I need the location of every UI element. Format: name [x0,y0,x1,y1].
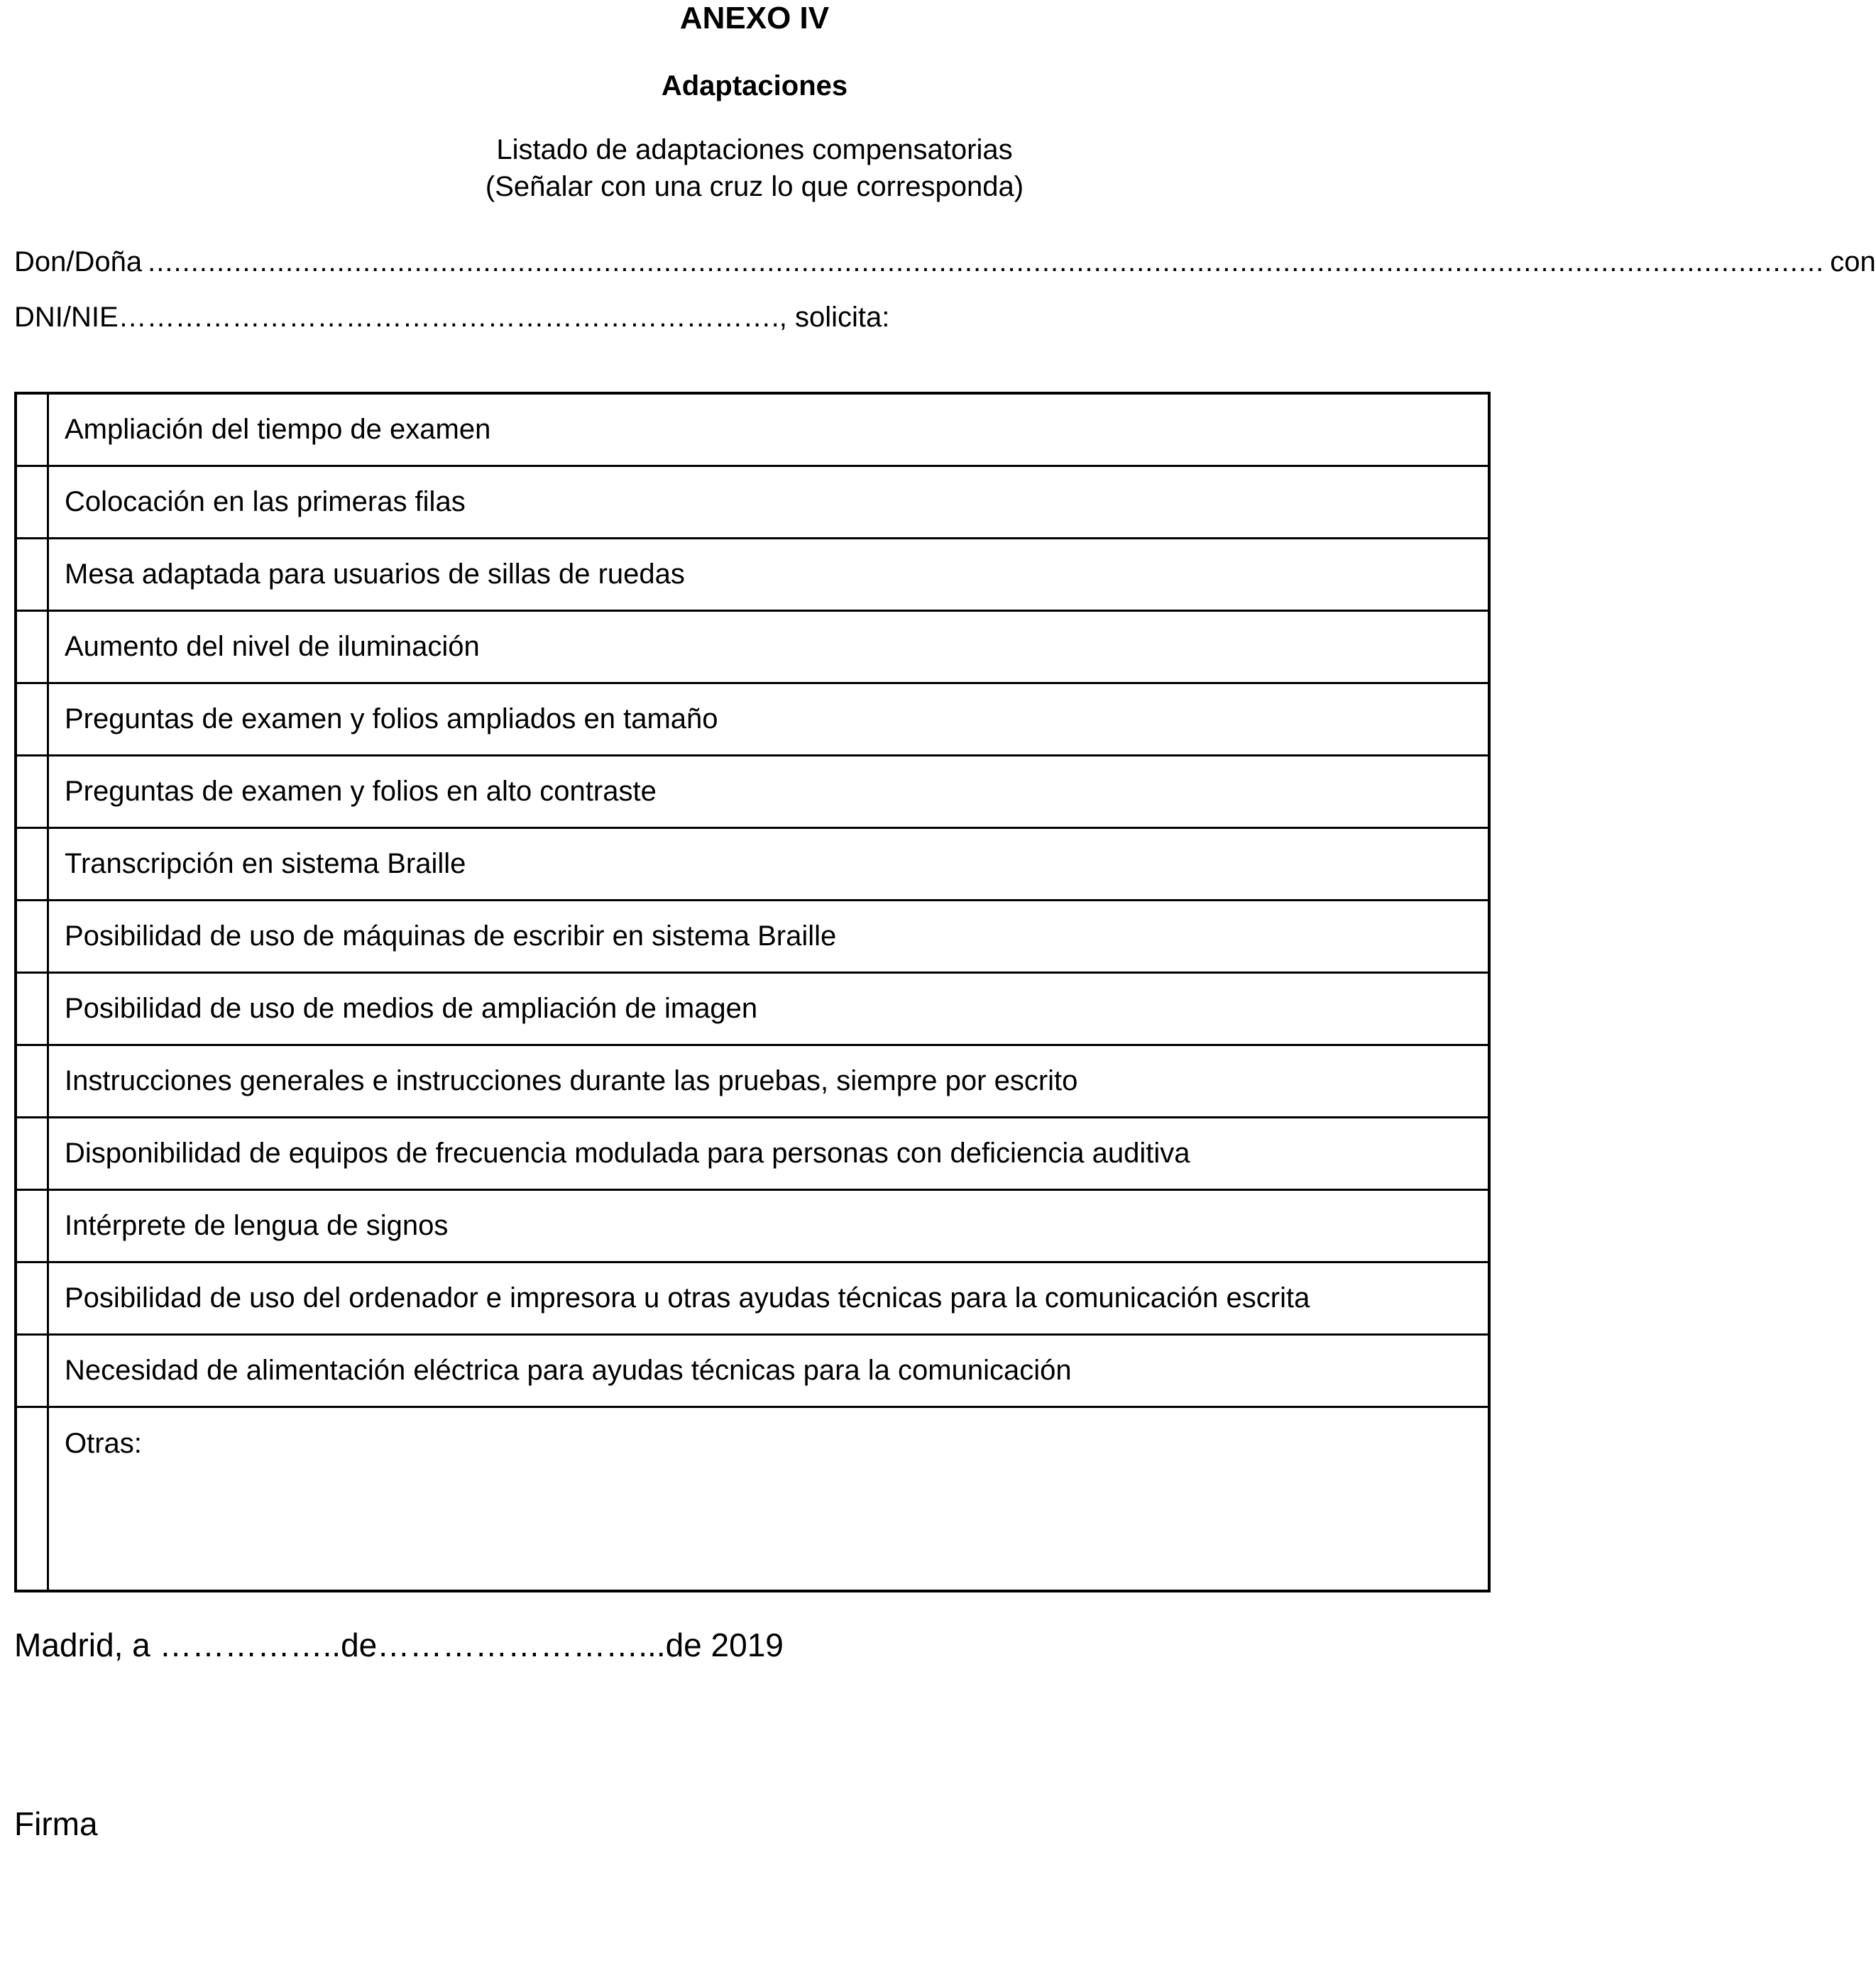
adaptation-label: Preguntas de examen y folios en alto contraste [48,755,1490,827]
adaptation-label: Posibilidad de uso del ordenador e impresora u otras ayudas técnicas para la comunicación escrita [48,1262,1490,1334]
adaptation-row [16,393,1489,466]
signature-label: Firma [14,1805,98,1842]
adaptation-checkbox[interactable] [16,393,48,466]
adaptation-row [16,1045,1489,1117]
adaptation-row [16,972,1489,1045]
adaptation-row [16,610,1489,683]
adaptation-row [16,1334,1489,1407]
adaptation-label: Ampliación del tiempo de examen [48,393,1490,466]
adaptation-row [16,538,1489,610]
adaptation-row [16,1189,1489,1262]
adaptation-row [16,755,1489,827]
applicant-name-field[interactable]: ................................................................................................................................................................................................... [148,246,1825,277]
adaptation-row [16,466,1489,538]
adaptation-checkbox[interactable] [16,900,48,972]
adaptation-checkbox[interactable] [16,755,48,827]
document-title: ANEXO IV [679,1,830,35]
list-heading: Listado de adaptaciones compensatorias [496,134,1013,165]
date-line[interactable]: Madrid, a ……………..de……………………...de 2019 [14,1627,784,1663]
adaptation-label: Instrucciones generales e instrucciones durante las pruebas, siempre por escrito [48,1045,1490,1117]
adaptation-checkbox[interactable] [16,683,48,755]
adaptation-checkbox[interactable] [16,1045,48,1117]
adaptation-checkbox[interactable] [16,1189,48,1262]
adaptation-label: Preguntas de examen y folios ampliados en tamaño [48,683,1490,755]
adaptation-row [16,1262,1489,1334]
adaptation-row [16,1117,1489,1189]
other-adaptation-row [16,1407,1489,1591]
applicant-name-line [14,244,1876,280]
other-adaptation-checkbox[interactable] [16,1407,48,1591]
applicant-name-label: Don/Doña [14,246,143,277]
adaptation-row [16,827,1489,900]
adaptation-label: Necesidad de alimentación eléctrica para ayudas técnicas para la comunicación [48,1334,1490,1407]
adaptation-checkbox[interactable] [16,827,48,900]
adaptation-row [16,683,1489,755]
adaptation-label: Transcripción en sistema Braille [48,827,1490,900]
adaptation-label: Disponibilidad de equipos de frecuencia modulada para personas con deficiencia auditiva [48,1117,1490,1189]
adaptation-label: Colocación en las primeras filas [48,466,1490,538]
adaptation-checkbox[interactable] [16,538,48,610]
adaptation-checkbox[interactable] [16,972,48,1045]
adaptation-row [16,900,1489,972]
adaptation-checkbox[interactable] [16,1334,48,1407]
adaptation-checkbox[interactable] [16,1117,48,1189]
adaptation-label: Posibilidad de uso de máquinas de escribir en sistema Braille [48,900,1490,972]
adaptations-table [14,392,1491,1592]
adaptation-checkbox[interactable] [16,1262,48,1334]
adaptation-checkbox[interactable] [16,610,48,683]
applicant-name-suffix: con [1830,246,1876,277]
adaptation-checkbox[interactable] [16,466,48,538]
document-subtitle: Adaptaciones [661,70,848,101]
applicant-id-line[interactable]: DNI/NIE……………………………………………………………., solicita: [14,302,890,333]
adaptation-label: Mesa adaptada para usuarios de sillas de ruedas [48,538,1490,610]
adaptation-label: Intérprete de lengua de signos [48,1189,1490,1262]
adaptation-label: Aumento del nivel de iluminación [48,610,1490,683]
other-adaptation-field[interactable]: Otras: [48,1407,1490,1591]
instruction-text: (Señalar con una cruz lo que corresponda) [485,171,1024,202]
adaptation-label: Posibilidad de uso de medios de ampliación de imagen [48,972,1490,1045]
